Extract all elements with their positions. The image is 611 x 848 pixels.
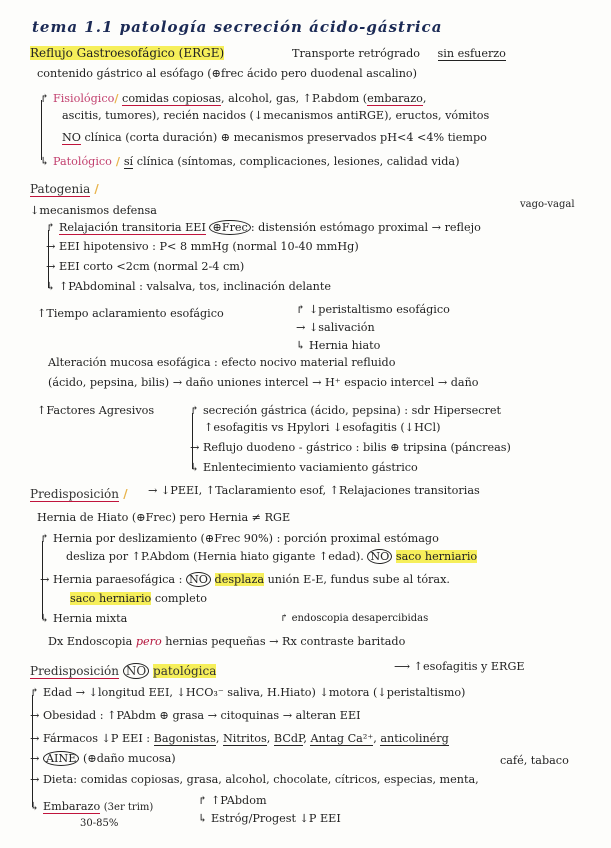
diagnostico: Dx Endoscopia pero hernias pequeñas → Rx contraste baritado [48, 635, 406, 648]
fisiologico-line-3: NO clínica (corta duración) ⊕ mecanismos preservados pH<4 <4% tiempo [62, 131, 487, 144]
bracket [42, 541, 43, 619]
tiempo-1: ↱ ↓peristaltismo esofágico [296, 303, 450, 316]
alteracion-mucosa: Alteración mucosa esofágica : efecto nocivo material refluido [48, 356, 396, 369]
hernia-2: desliza por ↑P.Abdom (Hernia hiato gigante ↑edad). NO saco herniario [66, 550, 478, 563]
embarazo-1: ↱ ↑PAbdom [198, 794, 267, 807]
embarazo-porcentaje: 30-85% [80, 818, 119, 829]
alteracion-mucosa-2: (ácido, pepsina, bilis) → daño uniones intercel → H⁺ espacio intercel → daño [48, 376, 479, 389]
bracket [48, 230, 49, 288]
predisposicion-heading: Predisposición / [30, 487, 128, 501]
bracket [41, 100, 42, 160]
factor-aine: → AINE (⊕daño mucosa) [30, 752, 176, 765]
hernia-5: ↳ Hernia mixta [40, 612, 128, 625]
esofagitis-note: ⟶ ↑esofagitis y ERGE [394, 660, 525, 673]
tiempo-2: → ↓salivación [296, 321, 375, 334]
bracket [192, 413, 193, 469]
agresivo-4: ↳ Enlentecimiento vaciamiento gástrico [190, 461, 418, 474]
endoscopia-note: ↱ endoscopia desapercibidas [280, 613, 429, 624]
patologico-line: ↳ Patológico / sí clínica (síntomas, complicaciones, lesiones, calidad vida) [40, 154, 460, 168]
agresivo-3: → Reflujo duodeno - gástrico : bilis ⊕ tripsina (páncreas) [190, 441, 511, 454]
agresivo-1: ↱ secreción gástrica (ácido, pepsina) : sdr Hipersecret [190, 404, 501, 417]
patogenia-heading: Patogenia / [30, 182, 99, 196]
bracket [32, 695, 33, 807]
mecanismos-defensa: ↓mecanismos defensa [30, 204, 157, 217]
factores-agresivos: ↑Factores Agresivos [37, 404, 155, 417]
rge-definition-2: contenido gástrico al esófago (⊕frec ácido pero duodenal ascalino) [37, 67, 418, 80]
predisposicion-summary: → ↓PEEI, ↑Taclaramiento esof, ↑Relajaciones transitorias [148, 484, 480, 497]
page-title: tema 1.1 patología secreción ácido-gástrica [32, 18, 443, 36]
hernia-hiato: Hernia de Hiato (⊕Frec) pero Hernia ≠ RGE [37, 511, 291, 524]
hernia-3: → Hernia paraesofágica : NO desplaza unión E-E, fundus sube al tórax. [40, 573, 450, 586]
mecanismo-1: ↱ Relajación transitoria EEI ⊕Frec : distensión estómago proximal → reflejo [46, 221, 481, 234]
cafe-tabaco: café, tabaco [500, 754, 569, 767]
predisposicion-no-patologica-heading: Predisposición NO patológica [30, 664, 217, 678]
factor-edad: ↱ Edad → ↓longitud EEI, ↓HCO₃⁻ saliva, H.Hiato) ↓motora (↓peristaltismo) [30, 686, 466, 699]
rge-definition: Transporte retrógrado sin esfuerzo [292, 47, 506, 60]
factor-farmacos: → Fármacos ↓P EEI : Bagonistas, Nitritos, BCdP, Antag Ca²⁺, anticolinérg [30, 732, 449, 745]
factor-embarazo: ↳ Embarazo (3er trim) [30, 800, 154, 813]
tiempo-aclaramiento: ↑Tiempo aclaramiento esofágico [37, 307, 224, 320]
fisiologico-line-2: ascitis, tumores), recién nacidos (↓mecanismos antiRGE), eructos, vómitos [62, 109, 490, 122]
mecanismo-2: → EEI hipotensivo : P< 8 mmHg (normal 10-40 mmHg) [46, 240, 359, 253]
agresivo-2: ↑esofagitis vs Hpylori ↓esofagitis (↓HCl) [204, 421, 441, 434]
tiempo-3: ↳ Hernia hiato [296, 339, 381, 352]
factor-obesidad: → Obesidad : ↑PAbdm ⊕ grasa → citoquinas → alteran EEI [30, 709, 361, 722]
hernia-4: saco herniario completo [70, 592, 208, 605]
rge-heading: Reflujo Gastroesofágico (ERGE) [30, 46, 225, 60]
fisiologico-line: ↱ Fisiológico/ comidas copiosas, alcohol, gas, ↑P.abdom (embarazo, [40, 91, 427, 105]
mecanismo-4: ↳ ↑PAbdominal : valsalva, tos, inclinación delante [46, 280, 331, 293]
hernia-1: ↱ Hernia por deslizamiento (⊕Frec 90%) : porción proximal estómago [40, 532, 439, 545]
factor-dieta: → Dieta: comidas copiosas, grasa, alcohol, chocolate, cítricos, especias, menta, [30, 773, 479, 786]
embarazo-2: ↳ Estróg/Progest ↓P EEI [198, 812, 341, 825]
vago-note: vago-vagal [520, 199, 575, 210]
mecanismo-3: → EEI corto <2cm (normal 2-4 cm) [46, 260, 245, 273]
